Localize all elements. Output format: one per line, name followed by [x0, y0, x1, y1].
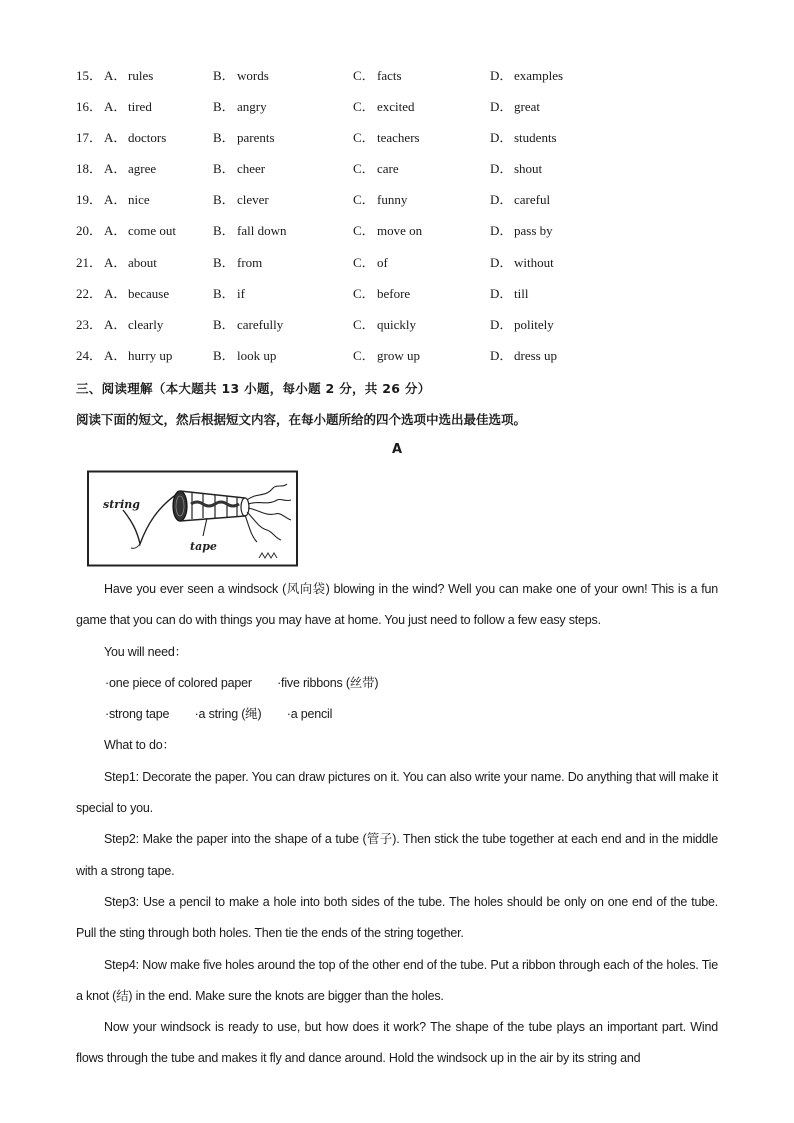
option-a: A． doctors [104, 130, 167, 146]
option-b: B． fall down [213, 223, 287, 239]
option-b: B． parents [213, 130, 275, 146]
materials-row-2 [76, 699, 718, 730]
step-3: Step3: Use a pencil to make a hole into both sides of the tube. The holes should be only on one end of the tube. Pull the sting through both holes. Then tie the ends of the string together. [76, 894, 718, 941]
option-c: C． move on [353, 223, 423, 239]
question-number: 16． [76, 99, 103, 115]
option-d: D． students [490, 130, 557, 146]
todo-label: What to do： [104, 738, 175, 753]
question-number: 24． [76, 347, 103, 363]
question-number: 20． [76, 223, 103, 239]
option-a: A． tired [104, 99, 152, 115]
option-d: D． without [490, 254, 554, 270]
question-row [76, 128, 716, 159]
question-row [76, 284, 716, 315]
string-label: string [103, 498, 140, 511]
option-b: B． clever [213, 192, 269, 208]
option-a: A． clearly [104, 316, 164, 332]
option-a: A． agree [104, 161, 157, 177]
need-label: You will need： [104, 644, 187, 659]
option-d: D． pass by [490, 223, 553, 239]
option-d: D． dress up [490, 347, 557, 363]
windsock-illustration [87, 470, 299, 567]
passage-closing: Now your windsock is ready to use, but how does it work? The shape of the tube plays an important part. Wind flows through the tube and makes it fly and dance around. Hold the windsock up in the air by its string and [76, 1020, 718, 1066]
question-number: 15． [76, 68, 103, 83]
option-c: C． quickly [353, 316, 416, 332]
option-a: A． about [104, 254, 157, 270]
material-item: ·one piece of colored paper [105, 675, 252, 690]
materials-row-1 [76, 668, 718, 699]
material-item: ·a pencil [286, 707, 333, 722]
material-item: ·a string (绳) [194, 707, 262, 722]
option-a: A． come out [104, 223, 177, 239]
option-b: B． carefully [213, 316, 284, 332]
option-b: B． from [213, 254, 263, 270]
option-a: A． nice [104, 192, 150, 208]
option-d: D． till [490, 285, 529, 301]
question-row [76, 346, 716, 377]
option-d: D． shout [490, 161, 543, 177]
option-b: B． angry [213, 99, 267, 115]
step-4: Step4: Now make five holes around the top of the other end of the tube. Put a ribbon through each of the holes. Tie a knot (结) in the end. Make sure the knots are bigger than the holes. [76, 957, 718, 1003]
option-a: A． hurry up [104, 347, 173, 363]
option-d: D． examples [490, 68, 564, 83]
question-number: 22． [76, 285, 103, 301]
option-c: C． excited [353, 99, 415, 115]
question-number: 17． [76, 130, 103, 146]
option-c: C． grow up [353, 347, 420, 363]
option-c: C． before [353, 285, 411, 301]
tape-label: tape [190, 540, 217, 553]
material-item: ·strong tape [105, 707, 170, 722]
question-number: 18． [76, 161, 103, 177]
cloze-options-list [76, 66, 716, 377]
option-c: C． teachers [353, 130, 420, 146]
question-row [76, 221, 716, 252]
reading-passage [76, 574, 718, 1075]
option-d: D． great [490, 99, 540, 115]
section-instruction: 阅读下面的短文，然后根据短文内容，在每小题所给的四个选项中选出最佳选项。 [76, 412, 527, 427]
question-number: 21． [76, 254, 103, 270]
option-a: A． because [104, 285, 170, 301]
question-row [76, 253, 716, 284]
material-item: ·five ribbons (丝带) [277, 675, 379, 690]
question-row [76, 97, 716, 128]
option-c: C． facts [353, 68, 402, 83]
option-a: A． rules [104, 68, 154, 83]
section-heading: 三、阅读理解（本大题共 13 小题，每小题 2 分，共 26 分） [76, 381, 431, 396]
passage-title: A [391, 442, 403, 457]
question-row [76, 66, 716, 97]
step-2: Step2: Make the paper into the shape of a tube (管子). Then stick the tube together at each end and in the middle with a strong tape. [76, 832, 718, 878]
option-c: C． funny [353, 192, 408, 208]
option-b: B． look up [213, 347, 277, 363]
question-number: 23． [76, 316, 103, 332]
passage-intro: Have you ever seen a windsock (风向袋) blowing in the wind? Well you can make one of your own! This is a fun game that you can do with things you may have at home. You just need to follow a few easy steps. [76, 582, 718, 628]
question-row [76, 315, 716, 346]
option-b: B． words [213, 68, 269, 83]
option-b: B． if [213, 285, 245, 301]
step-1: Step1: Decorate the paper. You can draw pictures on it. You can also write your name. Do anything that will make it special to you. [76, 769, 718, 816]
question-row [76, 159, 716, 190]
option-c: C． care [353, 161, 399, 177]
option-c: C． of [353, 254, 388, 270]
question-row [76, 190, 716, 221]
option-d: D． politely [490, 316, 554, 332]
option-b: B． cheer [213, 161, 266, 177]
option-d: D． careful [490, 192, 551, 208]
question-number: 19． [76, 192, 103, 208]
